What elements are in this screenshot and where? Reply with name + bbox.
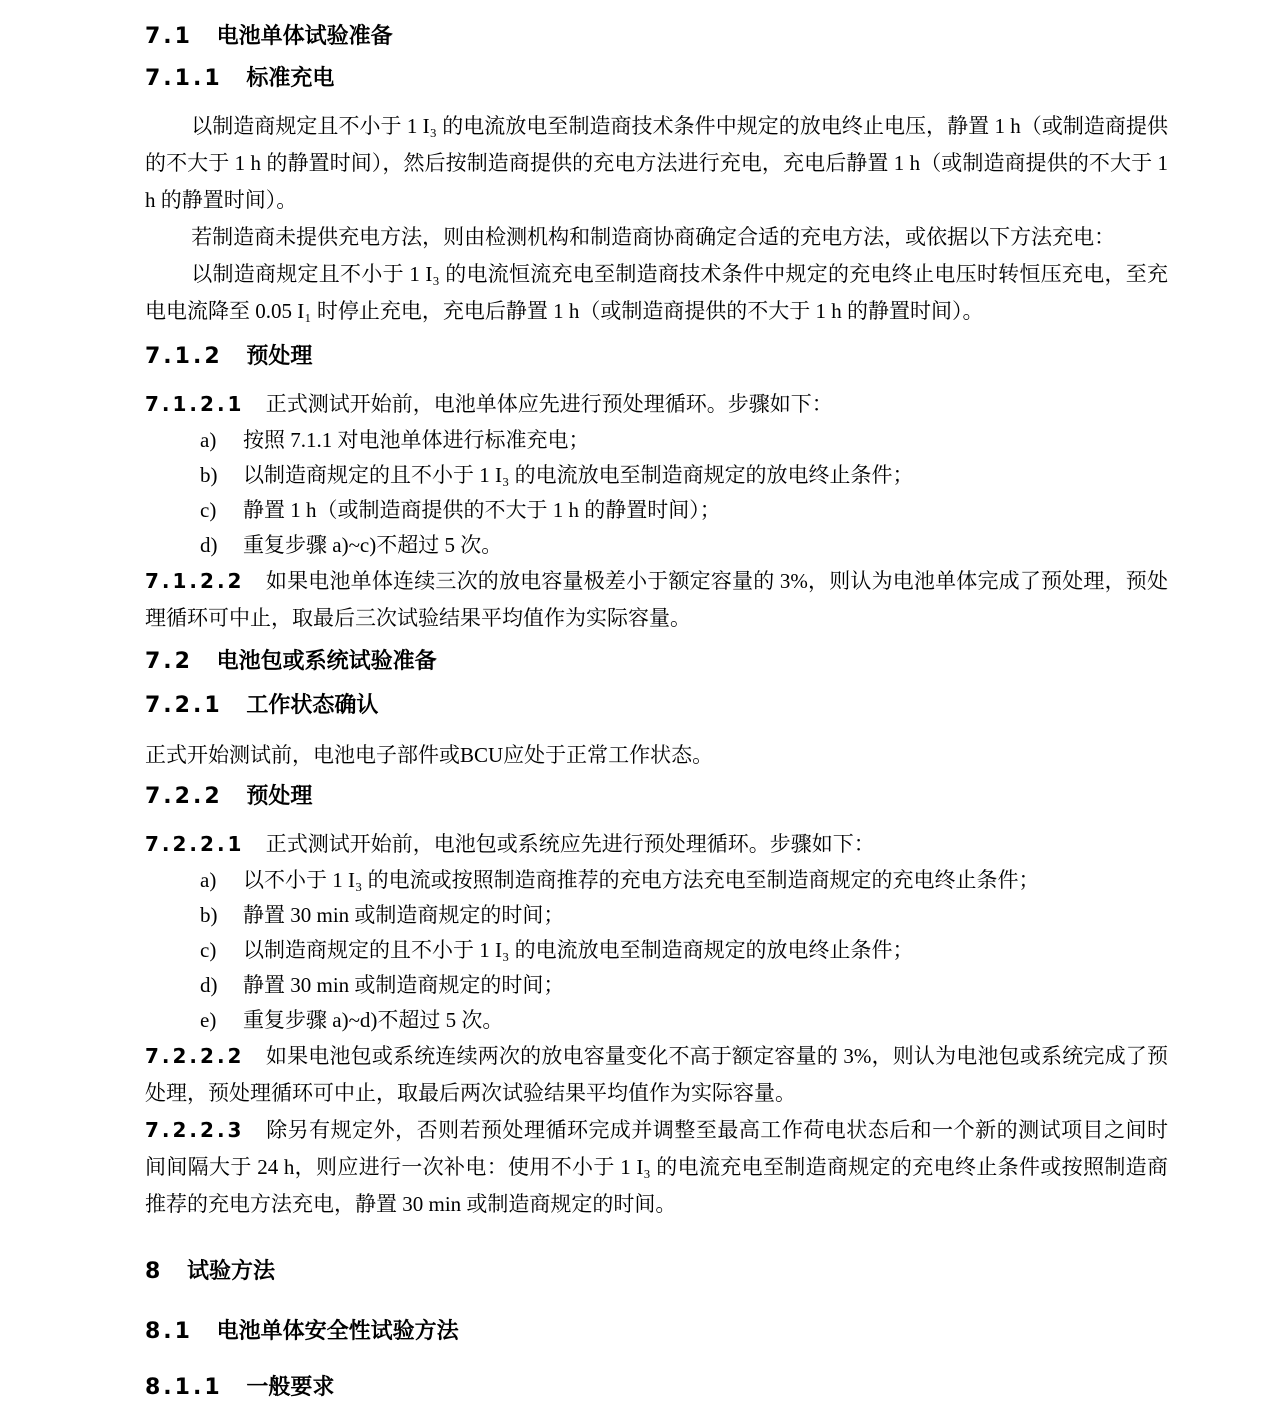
clause-number: 7.2.2.1 [145,832,245,856]
heading-title: 电池单体试验准备 [216,24,393,49]
list-item-text: 以制造商规定的且不小于 1 I₃ 的电流放电至制造商规定的放电终止条件； [243,463,914,487]
paragraph-standard-charge-1: 以制造商规定且不小于 1 I₃ 的电流放电至制造商技术条件中规定的放电终止电压，静置 1 h（或制造商提供的不大于 1 h 的静置时间），然后按制造商提供的充电方法进行充电，充电后静置 1 h（或制造商提供的不大于 1 h 的静置时间）。 [145,114,1168,212]
clause-7-1-2-2 [145,563,1168,637]
heading-title: 电池包或系统试验准备 [216,649,437,674]
heading-title: 预处理 [246,344,313,369]
heading-number: 7.2.2 [145,784,223,809]
list-item-label: e) [200,1008,217,1032]
list-item-text: 以不小于 1 I₃ 的电流或按照制造商推荐的充电方法充电至制造商规定的充电终止条件； [243,868,1040,892]
heading-number: 7.1.1 [145,66,223,91]
clause-7-2-2-1 [145,826,1168,863]
pack-precondition-steps [145,863,1168,1038]
paragraph-working-state: 正式开始测试前，电池电子部件或BCU应处于正常工作状态。 [145,743,714,767]
section-heading-8 [145,1257,1168,1287]
clause-7-1-2-1 [145,386,1168,423]
list-item-label: d) [200,973,218,997]
clause-text: 除另有规定外，否则若预处理循环完成并调整至最高工作荷电状态后和一个新的测试项目之间时间间隔大于 24 h，则应进行一次补电：使用不小于 1 I₃ 的电流充电至制造商规定的充电终止条件或按照制造商推荐的充电方法充电，静置 30 min 或制造商规定的时间。 [145,1118,1168,1216]
heading-number: 7.2 [145,649,193,674]
section-heading-8-1-1 [145,1373,1168,1403]
list-item [145,493,1168,528]
list-item [145,898,1168,933]
list-item [145,968,1168,1003]
clause-number: 7.2.2.2 [145,1044,245,1068]
heading-number: 7.2.1 [145,693,223,718]
list-item-label: b) [200,463,218,487]
list-item [145,423,1168,458]
section-heading-8-1 [145,1317,1168,1347]
section-heading-7-2-1 [145,691,1168,721]
clause-number: 7.1.2.1 [145,392,245,416]
list-item-label: d) [200,533,218,557]
section-heading-7-2 [145,647,1168,677]
clause-text: 正式测试开始前，电池包或系统应先进行预处理循环。步骤如下： [265,832,875,856]
list-item-text: 以制造商规定的且不小于 1 I₃ 的电流放电至制造商规定的放电终止条件； [243,938,914,962]
clause-number: 7.2.2.3 [145,1118,245,1142]
heading-title: 工作状态确认 [246,693,379,718]
list-item-label: a) [200,428,217,452]
section-heading-7-1 [145,22,1168,52]
list-item-text: 重复步骤 a)~c)不超过 5 次。 [243,533,503,557]
list-item [145,528,1168,563]
list-item [145,863,1168,898]
clause-text: 如果电池包或系统连续两次的放电容量变化不高于额定容量的 3%，则认为电池包或系统完成了预处理，预处理循环可中止，取最后两次试验结果平均值作为实际容量。 [145,1044,1168,1105]
list-item [145,458,1168,493]
list-item-label: c) [200,938,217,962]
clause-number: 7.1.2.2 [145,569,245,593]
list-item [145,1003,1168,1038]
list-item-label: c) [200,498,217,522]
heading-number: 7.1.2 [145,344,223,369]
list-item-text: 按照 7.1.1 对电池单体进行标准充电； [243,428,590,452]
heading-title: 一般要求 [246,1375,335,1400]
list-item [145,933,1168,968]
list-item-text: 重复步骤 a)~d)不超过 5 次。 [243,1008,504,1032]
list-item-label: a) [200,868,217,892]
heading-title: 标准充电 [246,66,335,91]
heading-number: 8.1 [145,1319,193,1344]
heading-title: 预处理 [246,784,313,809]
section-heading-7-1-1 [145,64,1168,94]
section-heading-7-1-2 [145,342,1168,372]
clause-text: 正式测试开始前，电池单体应先进行预处理循环。步骤如下： [265,392,833,416]
list-item-text: 静置 30 min 或制造商规定的时间； [243,973,565,997]
heading-title: 电池单体安全性试验方法 [216,1319,459,1344]
list-item-text: 静置 30 min 或制造商规定的时间； [243,903,565,927]
heading-number: 8 [145,1259,164,1284]
section-heading-7-2-2 [145,782,1168,812]
clause-7-2-2-2 [145,1038,1168,1112]
cell-precondition-steps [145,423,1168,563]
clause-text: 如果电池单体连续三次的放电容量极差小于额定容量的 3%，则认为电池单体完成了预处理，预处理循环可中止，取最后三次试验结果平均值作为实际容量。 [145,569,1168,630]
heading-number: 7.1 [145,24,193,49]
paragraph-standard-charge-2: 若制造商未提供充电方法，则由检测机构和制造商协商确定合适的充电方法，或依据以下方法充电： [191,225,1116,249]
list-item-label: b) [200,903,218,927]
paragraph-standard-charge-3: 以制造商规定且不小于 1 I₃ 的电流恒流充电至制造商技术条件中规定的充电终止电压时转恒压充电，至充电电流降至 0.05 I₁ 时停止充电，充电后静置 1 h（或制造商提供的不大于 1 h 的静置时间）。 [145,262,1168,323]
list-item-text: 静置 1 h（或制造商提供的不大于 1 h 的静置时间）； [243,498,721,522]
heading-title: 试验方法 [186,1259,275,1284]
heading-number: 8.1.1 [145,1375,223,1400]
clause-7-2-2-3 [145,1112,1168,1223]
